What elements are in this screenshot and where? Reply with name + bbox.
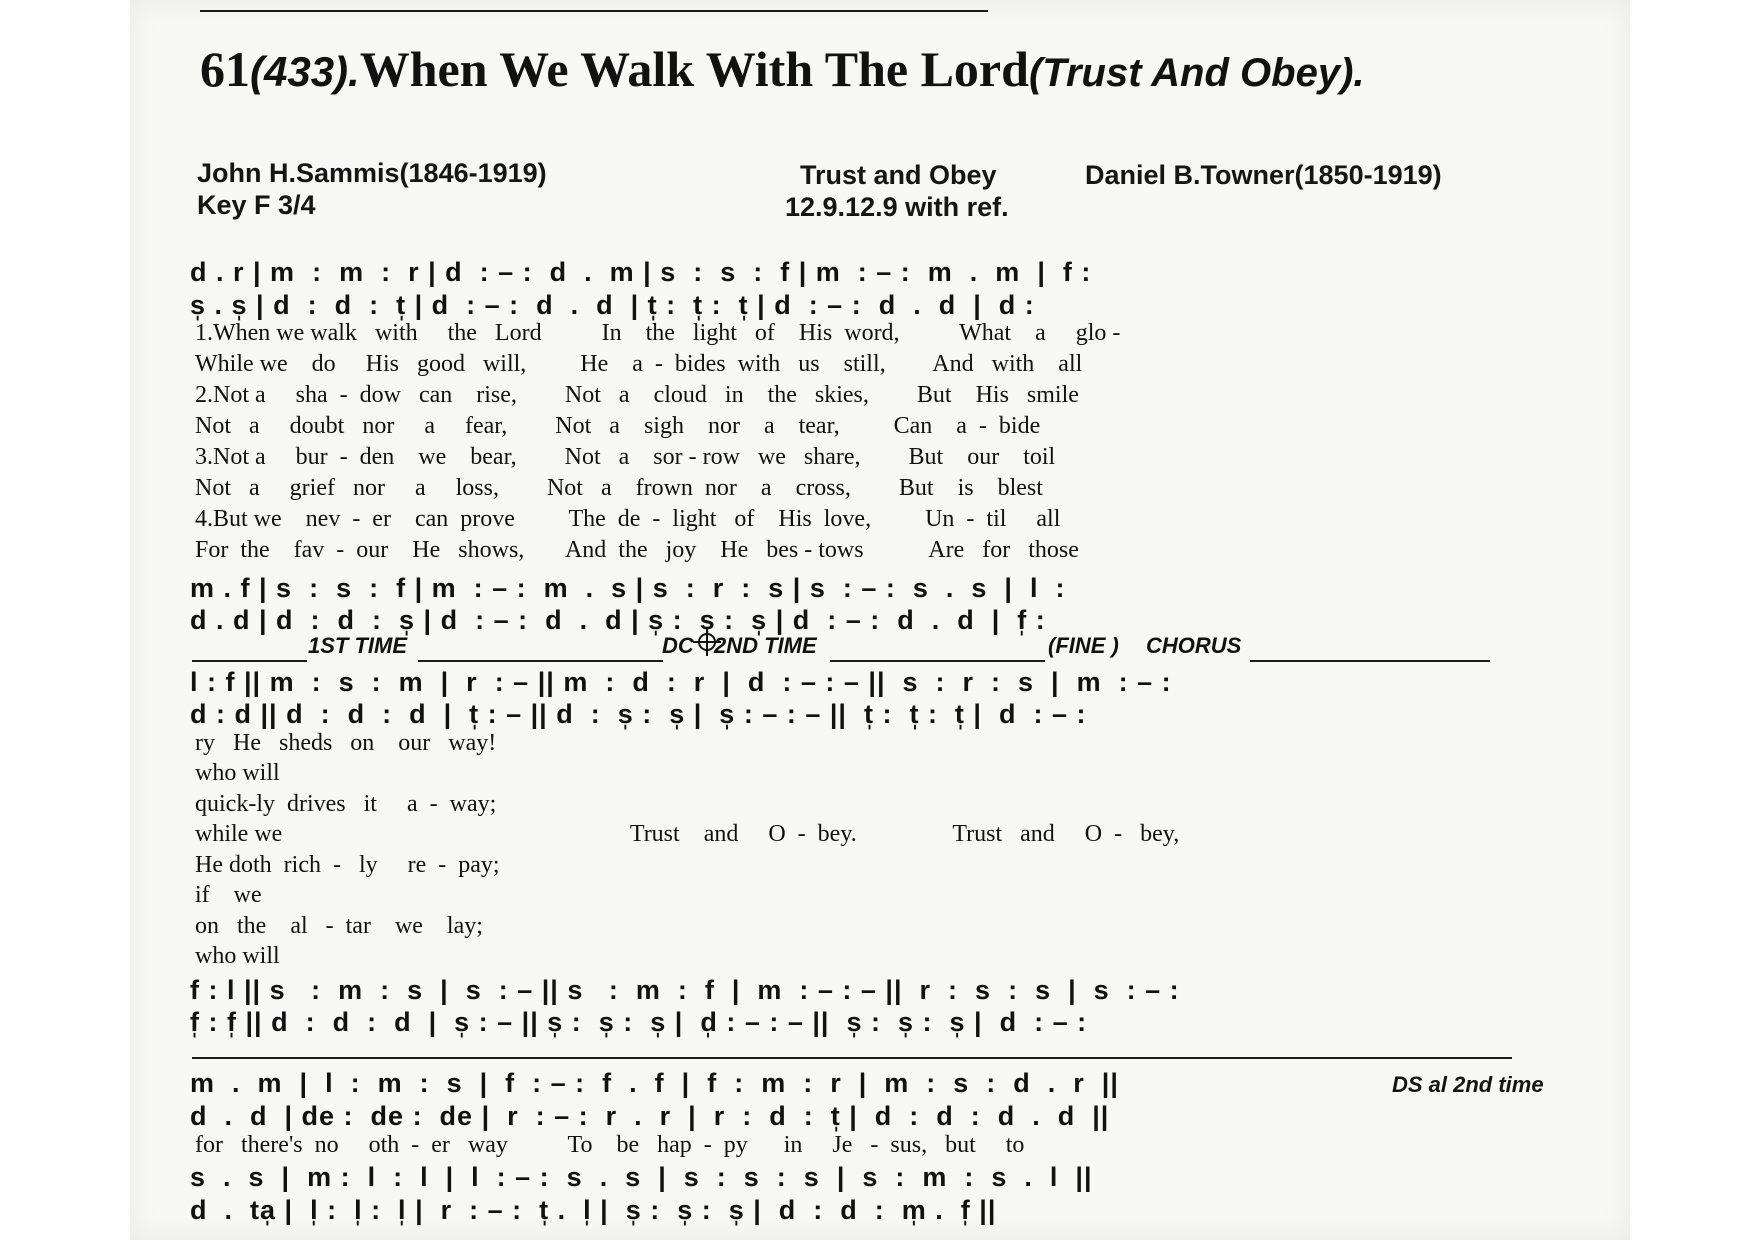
- ds-instruction: DS al 2nd time: [1392, 1072, 1544, 1097]
- refrain-line: for there's no oth - er way To be hap - py in Je - sus, but to: [195, 1132, 1025, 1158]
- system3-bass: d . ta̩ | l̩ : l̩ : l̩ | r : – : t̩ . l̩ | s̩ : s̩ : s̩ | d : d : m̩ . f̩ ||: [190, 1195, 997, 1225]
- system2-tenor: f : l || s : m : s | s : – || s : m : f | m : – : – || r : s : s | s : – :: [190, 975, 1180, 1005]
- tune-name: Trust and Obey: [800, 160, 997, 190]
- verse-line-2: While we do His good will, He a - bides with us still, And with all: [195, 351, 1083, 377]
- system3-tenor: s . s | m : l : l | l : – : s . s | s : s : s | s : m : s . l ||: [190, 1162, 1093, 1192]
- section-line-3: [830, 660, 1045, 662]
- verse-line-3: 2.Not a sha - dow can rise, Not a cloud in the skies, But His smile: [195, 382, 1079, 408]
- hymn-number: 61: [200, 41, 250, 97]
- section-line-1: [192, 660, 307, 662]
- verse-line-7: 4.But we nev - er can prove The de - light of His love, Un - til all: [195, 506, 1061, 532]
- dc-label: DC: [662, 633, 694, 658]
- system-divider: [192, 1057, 1512, 1059]
- meter: 12.9.12.9 with ref.: [785, 192, 1009, 222]
- system2-soprano: l : f || m : s : m | r : – || m : d : r | d : – : – || s : r : s | m : – :: [190, 667, 1172, 697]
- chorus-line-8: who will: [195, 943, 280, 969]
- system1-bass: d . d | d : d : s̩ | d : – : d . d | s̩ : s̩ : s̩ | d : – : d . d | f̩ :: [190, 605, 1046, 635]
- verse-line-4: Not a doubt nor a fear, Not a sigh nor a tear, Can a - bide: [195, 413, 1041, 439]
- hymn-main-title: When We Walk With The Lord: [359, 41, 1029, 97]
- system1-soprano: d . r | m : m : r | d : – : d . m | s : s : f | m : – : m . m | f :: [190, 257, 1092, 287]
- chorus-label: CHORUS: [1146, 633, 1242, 658]
- chorus-line-5: He doth rich - ly re - pay;: [195, 852, 500, 878]
- verse-line-5: 3.Not a bur - den we bear, Not a sor - row we share, But our toil: [195, 444, 1056, 470]
- key-signature: Key F 3/4: [197, 190, 316, 220]
- hymn-title: [200, 40, 1365, 98]
- chorus-line-1: ry He sheds on our way!: [195, 730, 497, 756]
- first-time-label: 1ST TIME: [308, 633, 408, 658]
- verse-line-6: Not a grief nor a loss, Not a frown nor a cross, But is blest: [195, 475, 1043, 501]
- hymn-reference: (433).: [250, 48, 360, 95]
- hymn-subtitle: (Trust And Obey).: [1028, 51, 1365, 95]
- crosshair-icon: [693, 628, 721, 656]
- second-time-label: 2ND TIME: [714, 633, 817, 658]
- system3-alto: d . d | de : de : de | r : – : r . r | r : d : t̩ | d : d : d . d ||: [190, 1101, 1110, 1131]
- top-rule: [200, 10, 988, 12]
- system1-tenor: m . f | s : s : f | m : – : m . s | s : r : s | s : – : s . s | l :: [190, 573, 1066, 603]
- system1-alto: s̩ . s̩ | d : d : t̩ | d : – : d . d | t̩ : t̩ : t̩ | d : – : d . d | d :: [190, 290, 1035, 320]
- composer: Daniel B.Towner(1850-1919): [1085, 160, 1442, 190]
- chorus-line-6: if we: [195, 882, 262, 908]
- author: John H.Sammis(1846-1919): [197, 158, 547, 188]
- chorus-line-7: on the al - tar we lay;: [195, 913, 483, 939]
- system2-alto: d : d || d : d : d | t̩ : – || d : s̩ : s̩ | s̩ : – : – || t̩ : t̩ : t̩ | d : – :: [190, 699, 1087, 729]
- verse-line-8: For the fav - our He shows, And the joy He bes - tows Are for those: [195, 537, 1079, 563]
- system3-soprano: m . m | l : m : s | f : – : f . f | f : m : r | m : s : d . r ||: [190, 1068, 1119, 1098]
- section-line-2: [418, 660, 663, 662]
- chorus-line-3: quick-ly drives it a - way;: [195, 791, 497, 817]
- chorus-line-4: while we Trust and O - bey. Trust and O - bey,: [195, 821, 1180, 847]
- verse-line-1: 1.When we walk with the Lord In the light of His word, What a glo -: [195, 320, 1121, 346]
- system2-bass: f̩ : f̩ || d : d : d | s̩ : – || s̩ : s̩ : s̩ | d̩ : – : – || s̩ : s̩ : s̩ | d : – :: [190, 1007, 1088, 1037]
- fine-label: (FINE ): [1048, 633, 1119, 658]
- chorus-line-2: who will: [195, 760, 280, 786]
- section-line-4: [1250, 660, 1490, 662]
